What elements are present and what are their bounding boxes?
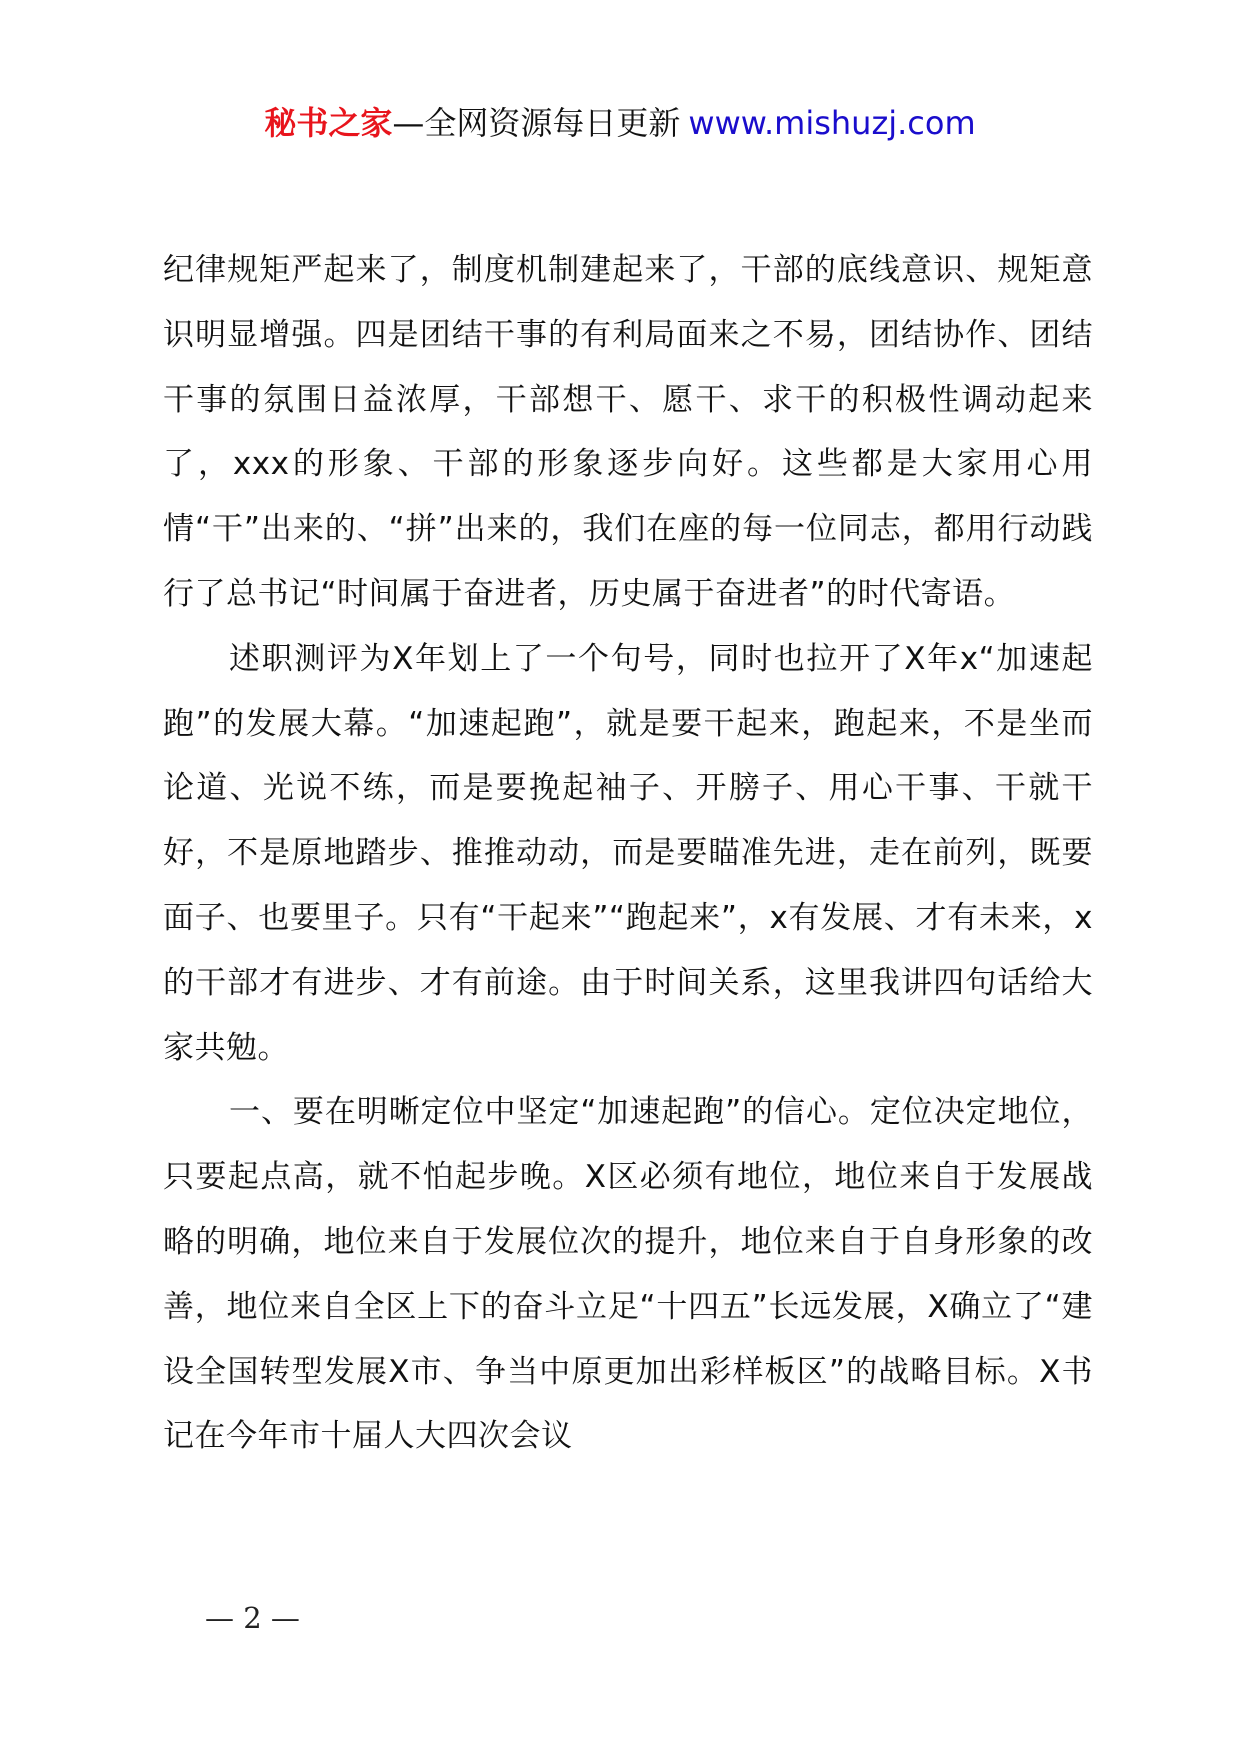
site-url[interactable]: www.mishuzj.com <box>688 104 976 142</box>
brand-name: 秘书之家 <box>264 104 393 142</box>
document-body <box>163 238 1093 1469</box>
paragraph-review: 述职测评为X年划上了一个句号，同时也拉开了X年x“加速起跑”的发展大幕。“加速起跑”，就是要干起来，跑起来，不是坐而论道、光说不练，而是要挽起袖子、开膀子、用心干事、干就干好，不是原地踏步、推推动动，而是要瞄准先进，走在前列，既要面子、也要里子。只有“干起来”“跑起来”，x有发展、才有未来，x的干部才有进步、才有前途。由于时间关系，这里我讲四句话给大家共勉。 <box>163 640 1093 1066</box>
paragraph-section-one: 一、要在明晰定位中坚定“加速起跑”的信心。定位决定地位，只要起点高，就不怕起步晚。X区必须有地位，地位来自于发展战略的明确，地位来自于发展位次的提升，地位来自于自身形象的改善，地位来自全区上下的奋斗立足“十四五”长远发展，X确立了“建设全国转型发展X市、争当中原更加出彩样板区”的战略目标。X书记在今年市十届人大四次会议 <box>163 1094 1093 1455</box>
header-tagline: —全网资源每日更新 <box>392 104 681 142</box>
page-number: — 2 — <box>205 1601 300 1635</box>
site-header <box>0 98 1240 148</box>
paragraph-continued: 纪律规矩严起来了，制度机制建起来了，干部的底线意识、规矩意识明显增强。四是团结干事的有利局面来之不易，团结协作、团结干事的氛围日益浓厚，干部想干、愿干、求干的积极性调动起来了，xxx的形象、干部的形象逐步向好。这些都是大家用心用情“干”出来的、“拼”出来的，我们在座的每一位同志，都用行动践行了总书记“时间属于奋进者，历史属于奋进者”的时代寄语。 <box>163 252 1093 612</box>
